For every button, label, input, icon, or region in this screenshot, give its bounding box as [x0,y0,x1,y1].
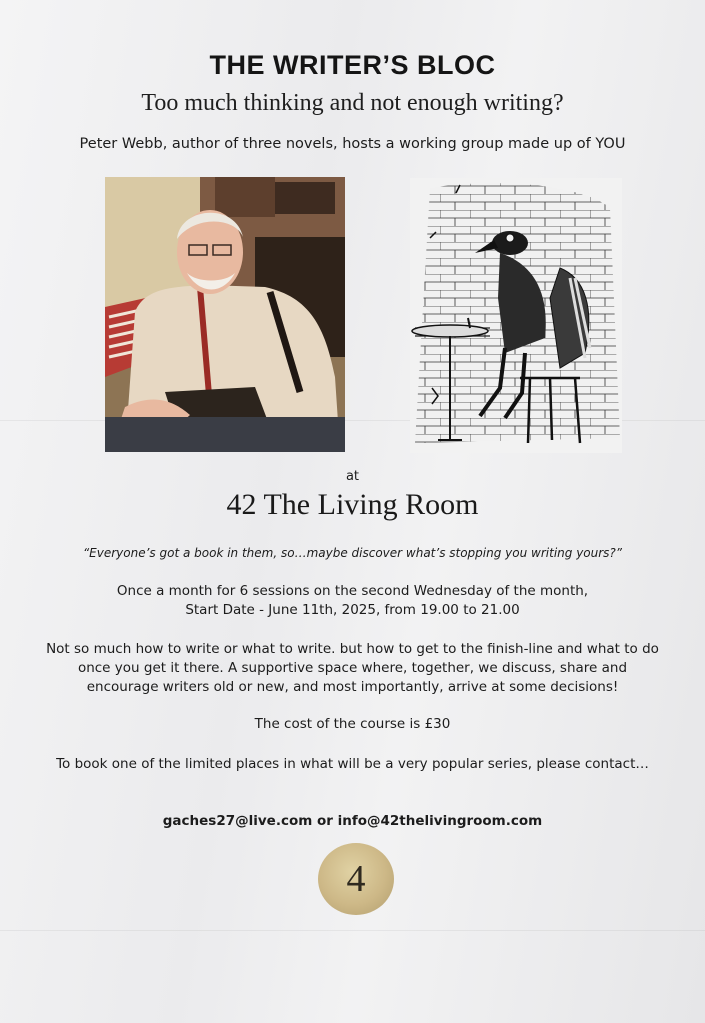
paper-crease [0,930,705,931]
schedule-line: Start Date - June 11th, 2025, from 19.00 to 21.00 [185,602,520,618]
course-cost: The cost of the course is £30 [254,716,451,732]
at-label: at [345,469,360,484]
schedule-block [0,582,705,620]
venue-logo [318,843,394,915]
host-line: Peter Webb, author of three novels, hosts a working group made up of YOU [79,136,626,152]
description-line: once you get it there. A supportive space where, together, we discuss, share and [77,660,628,676]
logo-mark: 4 [346,858,366,900]
flyer-title: THE WRITER’S BLOC [209,50,496,80]
description-line: encourage writers old or new, and most importantly, arrive at some decisions! [86,679,619,695]
author-photo [105,177,345,452]
description-block [40,640,665,697]
booking-text: To book one of the limited places in what will be a very popular series, please contact… [56,756,649,772]
schedule-line: Once a month for 6 sessions on the second Wednesday of the month, [116,583,589,599]
crow-sketch-illustration [410,178,622,453]
description-line: Not so much how to write or what to write. but how to get to the finish-line and what to do [46,641,659,657]
tagline-quote: “Everyone’s got a book in them, so…maybe discover what’s stopping you writing yours?” [82,546,623,560]
venue-name: 42 The Living Room [226,488,479,521]
contact-emails: gaches27@live.com or info@42thelivingroom.com [162,813,543,829]
flyer-subtitle: Too much thinking and not enough writing? [141,90,564,116]
